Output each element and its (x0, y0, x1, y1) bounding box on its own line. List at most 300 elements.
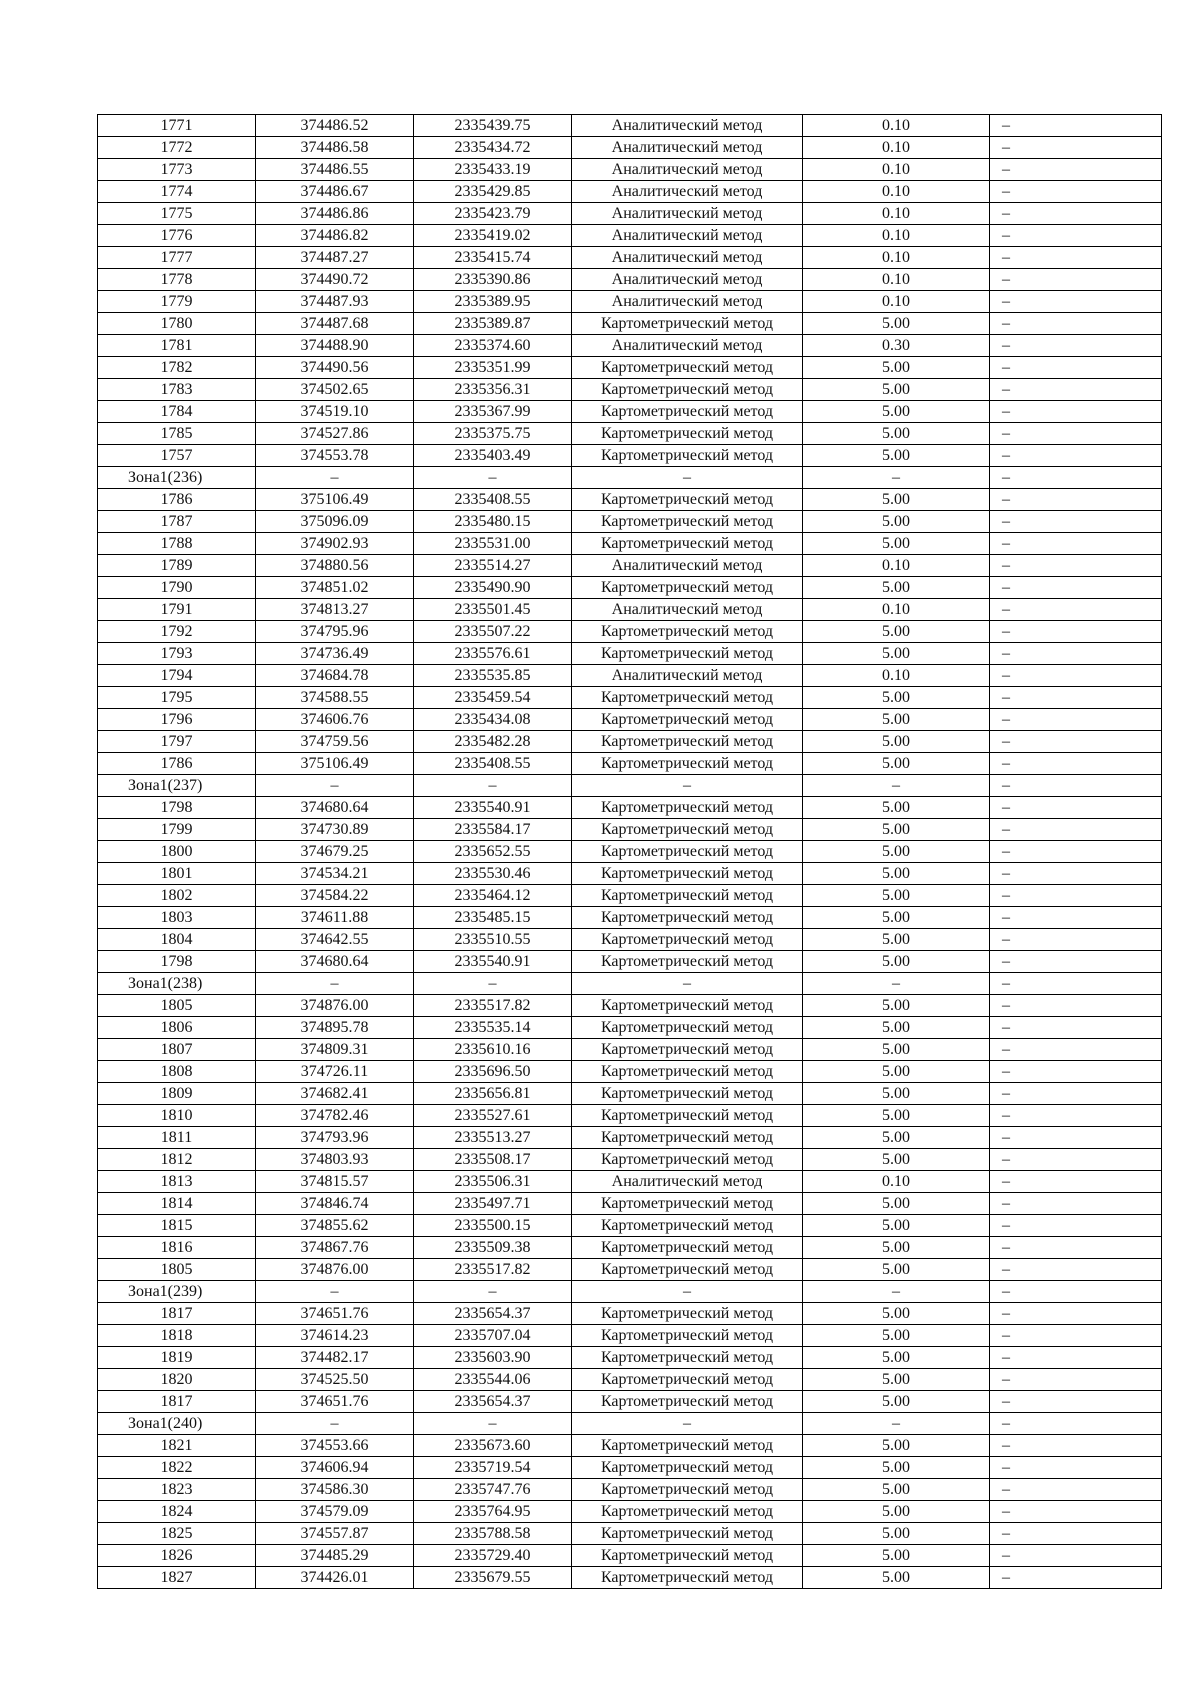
zone-header-row (98, 1413, 1162, 1435)
point-number-cell: 1781 (98, 335, 256, 357)
zone-label-cell: Зона1(239) (98, 1281, 256, 1303)
accuracy-cell: 5.00 (803, 1369, 990, 1391)
table-row (98, 621, 1162, 643)
accuracy-cell: 5.00 (803, 929, 990, 951)
accuracy-cell: 5.00 (803, 863, 990, 885)
accuracy-cell: 5.00 (803, 1303, 990, 1325)
point-number-cell: 1757 (98, 445, 256, 467)
point-number-cell: 1821 (98, 1435, 256, 1457)
description-cell: – (990, 379, 1162, 401)
table-row (98, 885, 1162, 907)
method-cell: Картометрический метод (572, 1237, 803, 1259)
x-coordinate-cell: 374867.76 (256, 1237, 414, 1259)
point-number-cell: 1807 (98, 1039, 256, 1061)
table-row (98, 577, 1162, 599)
x-coordinate-cell: – (256, 973, 414, 995)
method-cell: Картометрический метод (572, 951, 803, 973)
table-row (98, 753, 1162, 775)
point-number-cell: 1817 (98, 1303, 256, 1325)
table-row (98, 533, 1162, 555)
y-coordinate-cell: – (414, 467, 572, 489)
point-number-cell: 1799 (98, 819, 256, 841)
description-cell: – (990, 1105, 1162, 1127)
method-cell: Картометрический метод (572, 577, 803, 599)
zone-label-cell: Зона1(240) (98, 1413, 256, 1435)
accuracy-cell: 5.00 (803, 819, 990, 841)
method-cell: Аналитический метод (572, 137, 803, 159)
accuracy-cell: 5.00 (803, 1193, 990, 1215)
x-coordinate-cell: 374490.56 (256, 357, 414, 379)
y-coordinate-cell: 2335439.75 (414, 115, 572, 137)
description-cell: – (990, 1567, 1162, 1589)
accuracy-cell: 5.00 (803, 401, 990, 423)
x-coordinate-cell: 374488.90 (256, 335, 414, 357)
table-row (98, 313, 1162, 335)
description-cell: – (990, 137, 1162, 159)
x-coordinate-cell: 374651.76 (256, 1303, 414, 1325)
accuracy-cell: 5.00 (803, 1259, 990, 1281)
table-row (98, 1369, 1162, 1391)
method-cell: Картометрический метод (572, 643, 803, 665)
x-coordinate-cell: 374684.78 (256, 665, 414, 687)
accuracy-cell: 5.00 (803, 379, 990, 401)
description-cell: – (990, 423, 1162, 445)
description-cell: – (990, 885, 1162, 907)
accuracy-cell: 5.00 (803, 1567, 990, 1589)
y-coordinate-cell: 2335390.86 (414, 269, 572, 291)
point-number-cell: 1811 (98, 1127, 256, 1149)
point-number-cell: 1806 (98, 1017, 256, 1039)
point-number-cell: 1816 (98, 1237, 256, 1259)
description-cell: – (990, 709, 1162, 731)
accuracy-cell: 5.00 (803, 1457, 990, 1479)
y-coordinate-cell: 2335485.15 (414, 907, 572, 929)
y-coordinate-cell: 2335544.06 (414, 1369, 572, 1391)
method-cell: Картометрический метод (572, 687, 803, 709)
coordinates-table-body (98, 115, 1162, 1589)
table-row (98, 357, 1162, 379)
point-number-cell: 1772 (98, 137, 256, 159)
x-coordinate-cell: 374502.65 (256, 379, 414, 401)
zone-header-row (98, 467, 1162, 489)
x-coordinate-cell: 374793.96 (256, 1127, 414, 1149)
method-cell: Картометрический метод (572, 797, 803, 819)
point-number-cell: 1777 (98, 247, 256, 269)
description-cell: – (990, 511, 1162, 533)
description-cell: – (990, 159, 1162, 181)
x-coordinate-cell: 374813.27 (256, 599, 414, 621)
x-coordinate-cell: 374485.29 (256, 1545, 414, 1567)
point-number-cell: 1791 (98, 599, 256, 621)
method-cell: Картометрический метод (572, 1259, 803, 1281)
x-coordinate-cell: 374490.72 (256, 269, 414, 291)
y-coordinate-cell: 2335652.55 (414, 841, 572, 863)
table-row (98, 1479, 1162, 1501)
coordinates-table (97, 114, 1162, 1589)
method-cell: Картометрический метод (572, 1083, 803, 1105)
accuracy-cell: 5.00 (803, 841, 990, 863)
x-coordinate-cell: 374902.93 (256, 533, 414, 555)
x-coordinate-cell: 374736.49 (256, 643, 414, 665)
y-coordinate-cell: 2335654.37 (414, 1303, 572, 1325)
x-coordinate-cell: 374730.89 (256, 819, 414, 841)
description-cell: – (990, 1237, 1162, 1259)
y-coordinate-cell: 2335535.85 (414, 665, 572, 687)
point-number-cell: 1792 (98, 621, 256, 643)
y-coordinate-cell: 2335497.71 (414, 1193, 572, 1215)
accuracy-cell: 5.00 (803, 753, 990, 775)
method-cell: Картометрический метод (572, 1501, 803, 1523)
accuracy-cell: 5.00 (803, 1237, 990, 1259)
description-cell: – (990, 995, 1162, 1017)
accuracy-cell: 5.00 (803, 731, 990, 753)
description-cell: – (990, 753, 1162, 775)
y-coordinate-cell: 2335656.81 (414, 1083, 572, 1105)
table-row (98, 445, 1162, 467)
accuracy-cell: 0.10 (803, 203, 990, 225)
point-number-cell: 1801 (98, 863, 256, 885)
table-row (98, 511, 1162, 533)
x-coordinate-cell: 374855.62 (256, 1215, 414, 1237)
x-coordinate-cell: 374846.74 (256, 1193, 414, 1215)
accuracy-cell: 5.00 (803, 885, 990, 907)
y-coordinate-cell: 2335764.95 (414, 1501, 572, 1523)
table-row (98, 291, 1162, 313)
point-number-cell: 1814 (98, 1193, 256, 1215)
y-coordinate-cell: – (414, 973, 572, 995)
table-row (98, 247, 1162, 269)
y-coordinate-cell: 2335540.91 (414, 797, 572, 819)
y-coordinate-cell: 2335356.31 (414, 379, 572, 401)
accuracy-cell: – (803, 467, 990, 489)
table-row (98, 709, 1162, 731)
description-cell: – (990, 1479, 1162, 1501)
table-row (98, 159, 1162, 181)
table-row (98, 643, 1162, 665)
method-cell: Аналитический метод (572, 225, 803, 247)
accuracy-cell: 0.30 (803, 335, 990, 357)
table-row (98, 797, 1162, 819)
y-coordinate-cell: 2335351.99 (414, 357, 572, 379)
x-coordinate-cell: 374680.64 (256, 951, 414, 973)
method-cell: Аналитический метод (572, 115, 803, 137)
description-cell: – (990, 1127, 1162, 1149)
method-cell: Картометрический метод (572, 1303, 803, 1325)
accuracy-cell: 5.00 (803, 797, 990, 819)
y-coordinate-cell: 2335719.54 (414, 1457, 572, 1479)
method-cell: Картометрический метод (572, 731, 803, 753)
description-cell: – (990, 203, 1162, 225)
y-coordinate-cell: 2335654.37 (414, 1391, 572, 1413)
description-cell: – (990, 115, 1162, 137)
y-coordinate-cell: 2335367.99 (414, 401, 572, 423)
accuracy-cell: 5.00 (803, 445, 990, 467)
zone-header-row (98, 973, 1162, 995)
x-coordinate-cell: 374486.58 (256, 137, 414, 159)
description-cell: – (990, 1325, 1162, 1347)
accuracy-cell: 0.10 (803, 115, 990, 137)
y-coordinate-cell: 2335509.38 (414, 1237, 572, 1259)
description-cell: – (990, 841, 1162, 863)
description-cell: – (990, 1435, 1162, 1457)
table-row (98, 951, 1162, 973)
y-coordinate-cell: 2335464.12 (414, 885, 572, 907)
method-cell: Аналитический метод (572, 665, 803, 687)
y-coordinate-cell: 2335707.04 (414, 1325, 572, 1347)
y-coordinate-cell: 2335433.19 (414, 159, 572, 181)
method-cell: Картометрический метод (572, 1061, 803, 1083)
y-coordinate-cell: 2335535.14 (414, 1017, 572, 1039)
y-coordinate-cell: 2335530.46 (414, 863, 572, 885)
y-coordinate-cell: 2335729.40 (414, 1545, 572, 1567)
description-cell: – (990, 1303, 1162, 1325)
description-cell: – (990, 291, 1162, 313)
x-coordinate-cell: 374553.78 (256, 445, 414, 467)
description-cell: – (990, 599, 1162, 621)
x-coordinate-cell: 374426.01 (256, 1567, 414, 1589)
point-number-cell: 1795 (98, 687, 256, 709)
y-coordinate-cell: 2335673.60 (414, 1435, 572, 1457)
table-row (98, 335, 1162, 357)
description-cell: – (990, 929, 1162, 951)
method-cell: Картометрический метод (572, 753, 803, 775)
x-coordinate-cell: 375096.09 (256, 511, 414, 533)
x-coordinate-cell: 374880.56 (256, 555, 414, 577)
table-row (98, 731, 1162, 753)
y-coordinate-cell: 2335510.55 (414, 929, 572, 951)
method-cell: Картометрический метод (572, 489, 803, 511)
table-row (98, 1435, 1162, 1457)
point-number-cell: 1805 (98, 995, 256, 1017)
x-coordinate-cell: 374534.21 (256, 863, 414, 885)
x-coordinate-cell: 374487.93 (256, 291, 414, 313)
method-cell: Картометрический метод (572, 401, 803, 423)
accuracy-cell: – (803, 1413, 990, 1435)
accuracy-cell: 5.00 (803, 533, 990, 555)
table-row (98, 1215, 1162, 1237)
method-cell: Аналитический метод (572, 159, 803, 181)
accuracy-cell: 5.00 (803, 1039, 990, 1061)
table-row (98, 1061, 1162, 1083)
table-row (98, 863, 1162, 885)
point-number-cell: 1794 (98, 665, 256, 687)
accuracy-cell: 5.00 (803, 1545, 990, 1567)
accuracy-cell: 5.00 (803, 1149, 990, 1171)
y-coordinate-cell: 2335459.54 (414, 687, 572, 709)
y-coordinate-cell: 2335514.27 (414, 555, 572, 577)
table-row (98, 1567, 1162, 1589)
method-cell: Картометрический метод (572, 1149, 803, 1171)
point-number-cell: 1825 (98, 1523, 256, 1545)
x-coordinate-cell: 374486.67 (256, 181, 414, 203)
table-row (98, 995, 1162, 1017)
table-row (98, 137, 1162, 159)
accuracy-cell: 5.00 (803, 1523, 990, 1545)
description-cell: – (990, 665, 1162, 687)
accuracy-cell: 5.00 (803, 687, 990, 709)
x-coordinate-cell: – (256, 1281, 414, 1303)
method-cell: Картометрический метод (572, 863, 803, 885)
point-number-cell: 1788 (98, 533, 256, 555)
y-coordinate-cell: 2335408.55 (414, 753, 572, 775)
method-cell: Картометрический метод (572, 1105, 803, 1127)
table-row (98, 1347, 1162, 1369)
x-coordinate-cell: 374584.22 (256, 885, 414, 907)
description-cell: – (990, 269, 1162, 291)
accuracy-cell: 5.00 (803, 1017, 990, 1039)
method-cell: Картометрический метод (572, 1457, 803, 1479)
x-coordinate-cell: 374682.41 (256, 1083, 414, 1105)
accuracy-cell: 5.00 (803, 951, 990, 973)
accuracy-cell: 5.00 (803, 423, 990, 445)
method-cell: Картометрический метод (572, 885, 803, 907)
table-row (98, 1545, 1162, 1567)
accuracy-cell: 5.00 (803, 1215, 990, 1237)
table-row (98, 203, 1162, 225)
y-coordinate-cell: – (414, 1413, 572, 1435)
point-number-cell: 1813 (98, 1171, 256, 1193)
y-coordinate-cell: 2335747.76 (414, 1479, 572, 1501)
x-coordinate-cell: – (256, 775, 414, 797)
zone-label-cell: Зона1(238) (98, 973, 256, 995)
point-number-cell: 1771 (98, 115, 256, 137)
x-coordinate-cell: 374486.55 (256, 159, 414, 181)
x-coordinate-cell: 374606.94 (256, 1457, 414, 1479)
method-cell: Картометрический метод (572, 1391, 803, 1413)
method-cell: Картометрический метод (572, 1347, 803, 1369)
zone-label-cell: Зона1(237) (98, 775, 256, 797)
description-cell: – (990, 1193, 1162, 1215)
method-cell: – (572, 973, 803, 995)
point-number-cell: 1819 (98, 1347, 256, 1369)
method-cell: Картометрический метод (572, 1193, 803, 1215)
description-cell: – (990, 335, 1162, 357)
accuracy-cell: 5.00 (803, 511, 990, 533)
description-cell: – (990, 951, 1162, 973)
table-row (98, 841, 1162, 863)
accuracy-cell: 5.00 (803, 1083, 990, 1105)
table-row (98, 1105, 1162, 1127)
y-coordinate-cell: 2335423.79 (414, 203, 572, 225)
y-coordinate-cell: 2335508.17 (414, 1149, 572, 1171)
table-row (98, 929, 1162, 951)
description-cell: – (990, 797, 1162, 819)
y-coordinate-cell: 2335482.28 (414, 731, 572, 753)
y-coordinate-cell: 2335403.49 (414, 445, 572, 467)
method-cell: Картометрический метод (572, 995, 803, 1017)
table-row (98, 115, 1162, 137)
x-coordinate-cell: 374803.93 (256, 1149, 414, 1171)
method-cell: Аналитический метод (572, 555, 803, 577)
table-row (98, 269, 1162, 291)
point-number-cell: 1784 (98, 401, 256, 423)
method-cell: Картометрический метод (572, 1567, 803, 1589)
method-cell: Картометрический метод (572, 445, 803, 467)
description-cell: – (990, 1501, 1162, 1523)
point-number-cell: 1818 (98, 1325, 256, 1347)
accuracy-cell: 0.10 (803, 291, 990, 313)
point-number-cell: 1798 (98, 797, 256, 819)
description-cell: – (990, 1215, 1162, 1237)
method-cell: Картометрический метод (572, 621, 803, 643)
accuracy-cell: – (803, 1281, 990, 1303)
table-row (98, 819, 1162, 841)
table-row (98, 1523, 1162, 1545)
x-coordinate-cell: 374614.23 (256, 1325, 414, 1347)
x-coordinate-cell: 374606.76 (256, 709, 414, 731)
accuracy-cell: 5.00 (803, 489, 990, 511)
point-number-cell: 1808 (98, 1061, 256, 1083)
description-cell: – (990, 1457, 1162, 1479)
point-number-cell: 1817 (98, 1391, 256, 1413)
description-cell: – (990, 181, 1162, 203)
table-row (98, 1171, 1162, 1193)
y-coordinate-cell: – (414, 775, 572, 797)
x-coordinate-cell: 374579.09 (256, 1501, 414, 1523)
method-cell: Картометрический метод (572, 841, 803, 863)
accuracy-cell: 0.10 (803, 599, 990, 621)
point-number-cell: 1810 (98, 1105, 256, 1127)
accuracy-cell: – (803, 973, 990, 995)
description-cell: – (990, 555, 1162, 577)
accuracy-cell: 0.10 (803, 1171, 990, 1193)
table-row (98, 1149, 1162, 1171)
method-cell: Картометрический метод (572, 1545, 803, 1567)
accuracy-cell: 5.00 (803, 1127, 990, 1149)
method-cell: – (572, 1281, 803, 1303)
description-cell: – (990, 1347, 1162, 1369)
table-row (98, 1237, 1162, 1259)
x-coordinate-cell: 374679.25 (256, 841, 414, 863)
x-coordinate-cell: 374815.57 (256, 1171, 414, 1193)
table-row (98, 1259, 1162, 1281)
x-coordinate-cell: 374680.64 (256, 797, 414, 819)
point-number-cell: 1783 (98, 379, 256, 401)
point-number-cell: 1773 (98, 159, 256, 181)
point-number-cell: 1800 (98, 841, 256, 863)
method-cell: Аналитический метод (572, 269, 803, 291)
accuracy-cell: 5.00 (803, 995, 990, 1017)
accuracy-cell: 5.00 (803, 1347, 990, 1369)
y-coordinate-cell: 2335540.91 (414, 951, 572, 973)
point-number-cell: 1802 (98, 885, 256, 907)
y-coordinate-cell: 2335419.02 (414, 225, 572, 247)
x-coordinate-cell: 374486.82 (256, 225, 414, 247)
point-number-cell: 1823 (98, 1479, 256, 1501)
point-number-cell: 1776 (98, 225, 256, 247)
table-row (98, 1039, 1162, 1061)
method-cell: Картометрический метод (572, 1435, 803, 1457)
x-coordinate-cell: 374557.87 (256, 1523, 414, 1545)
description-cell: – (990, 621, 1162, 643)
x-coordinate-cell: 374487.68 (256, 313, 414, 335)
accuracy-cell: 0.10 (803, 665, 990, 687)
y-coordinate-cell: 2335513.27 (414, 1127, 572, 1149)
point-number-cell: 1815 (98, 1215, 256, 1237)
y-coordinate-cell: 2335375.75 (414, 423, 572, 445)
table-row (98, 555, 1162, 577)
method-cell: Картометрический метод (572, 1325, 803, 1347)
x-coordinate-cell: 374651.76 (256, 1391, 414, 1413)
table-row (98, 401, 1162, 423)
y-coordinate-cell: 2335679.55 (414, 1567, 572, 1589)
accuracy-cell: 0.10 (803, 555, 990, 577)
accuracy-cell: 5.00 (803, 1435, 990, 1457)
y-coordinate-cell: 2335389.87 (414, 313, 572, 335)
description-cell: – (990, 687, 1162, 709)
description-cell: – (990, 313, 1162, 335)
y-coordinate-cell: 2335506.31 (414, 1171, 572, 1193)
